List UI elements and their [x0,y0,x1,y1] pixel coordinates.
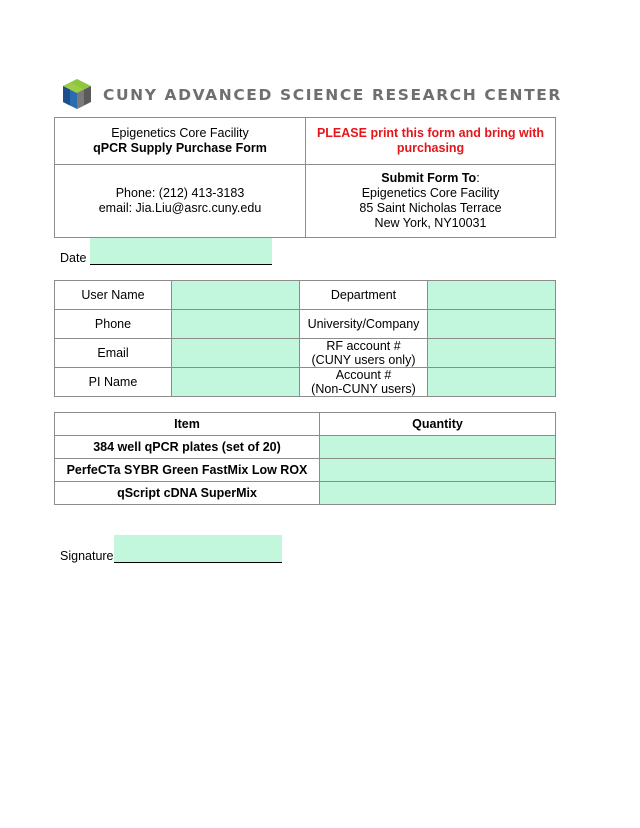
pi-name-field[interactable] [172,368,300,397]
contact-phone: Phone: (212) 413-3183 [115,186,245,200]
signature-label: Signature [60,549,114,563]
submit-cell [306,165,556,238]
rf-account-note: (CUNY users only) [311,353,416,367]
university-field[interactable] [428,310,556,339]
item-column-header: Item [55,413,320,436]
date-label: Date [60,251,87,265]
print-notice: PLEASE print this form and bring with purchasing [316,126,545,155]
item-name: qScript cDNA SuperMix [55,482,320,505]
table-row [55,281,556,310]
rf-account-label: RF account # [326,339,401,353]
signature-underline [114,548,282,563]
quantity-column-header: Quantity [320,413,556,436]
submit-colon: : [476,171,480,185]
facility-info-table [54,117,556,238]
item-name: PerfeCTa SYBR Green FastMix Low ROX [55,459,320,482]
phone-label: Phone [55,310,172,339]
pi-name-label: PI Name [55,368,172,397]
account-field[interactable] [428,368,556,397]
table-row [55,459,556,482]
account-label: Account # [335,368,392,382]
notice-cell [306,118,556,165]
contact-email: email: Jia.Liu@asrc.cuny.edu [98,201,262,215]
cube-logo-icon [62,78,92,110]
submit-line: New York, NY10031 [374,216,487,230]
email-label: Email [55,339,172,368]
item-name: 384 well qPCR plates (set of 20) [55,436,320,459]
submit-label: Submit Form To [381,171,477,185]
quantity-field[interactable] [320,459,556,482]
facility-name: Epigenetics Core Facility [111,126,249,140]
table-row [55,482,556,505]
phone-field[interactable] [172,310,300,339]
date-row [60,250,272,265]
account-note: (Non-CUNY users) [311,382,416,396]
quantity-field[interactable] [320,482,556,505]
rf-account-label-cell [300,339,428,368]
table-header-row [55,413,556,436]
user-info-table [54,280,556,397]
submit-line: 85 Saint Nicholas Terrace [359,201,502,215]
table-row [55,310,556,339]
table-row [55,339,556,368]
rf-account-field[interactable] [428,339,556,368]
user-name-label: User Name [55,281,172,310]
table-row [55,368,556,397]
email-field[interactable] [172,339,300,368]
department-label: Department [300,281,428,310]
form-title: qPCR Supply Purchase Form [93,141,267,155]
account-label-cell [300,368,428,397]
submit-line: Epigenetics Core Facility [361,186,500,200]
organization-name: CUNY ADVANCED SCIENCE RESEARCH CENTER [103,86,562,104]
department-field[interactable] [428,281,556,310]
contact-cell [55,165,306,238]
date-underline [90,250,272,265]
facility-title-cell [55,118,306,165]
signature-row [60,548,282,563]
user-name-field[interactable] [172,281,300,310]
table-row [55,436,556,459]
items-table [54,412,556,505]
quantity-field[interactable] [320,436,556,459]
university-label: University/Company [300,310,428,339]
